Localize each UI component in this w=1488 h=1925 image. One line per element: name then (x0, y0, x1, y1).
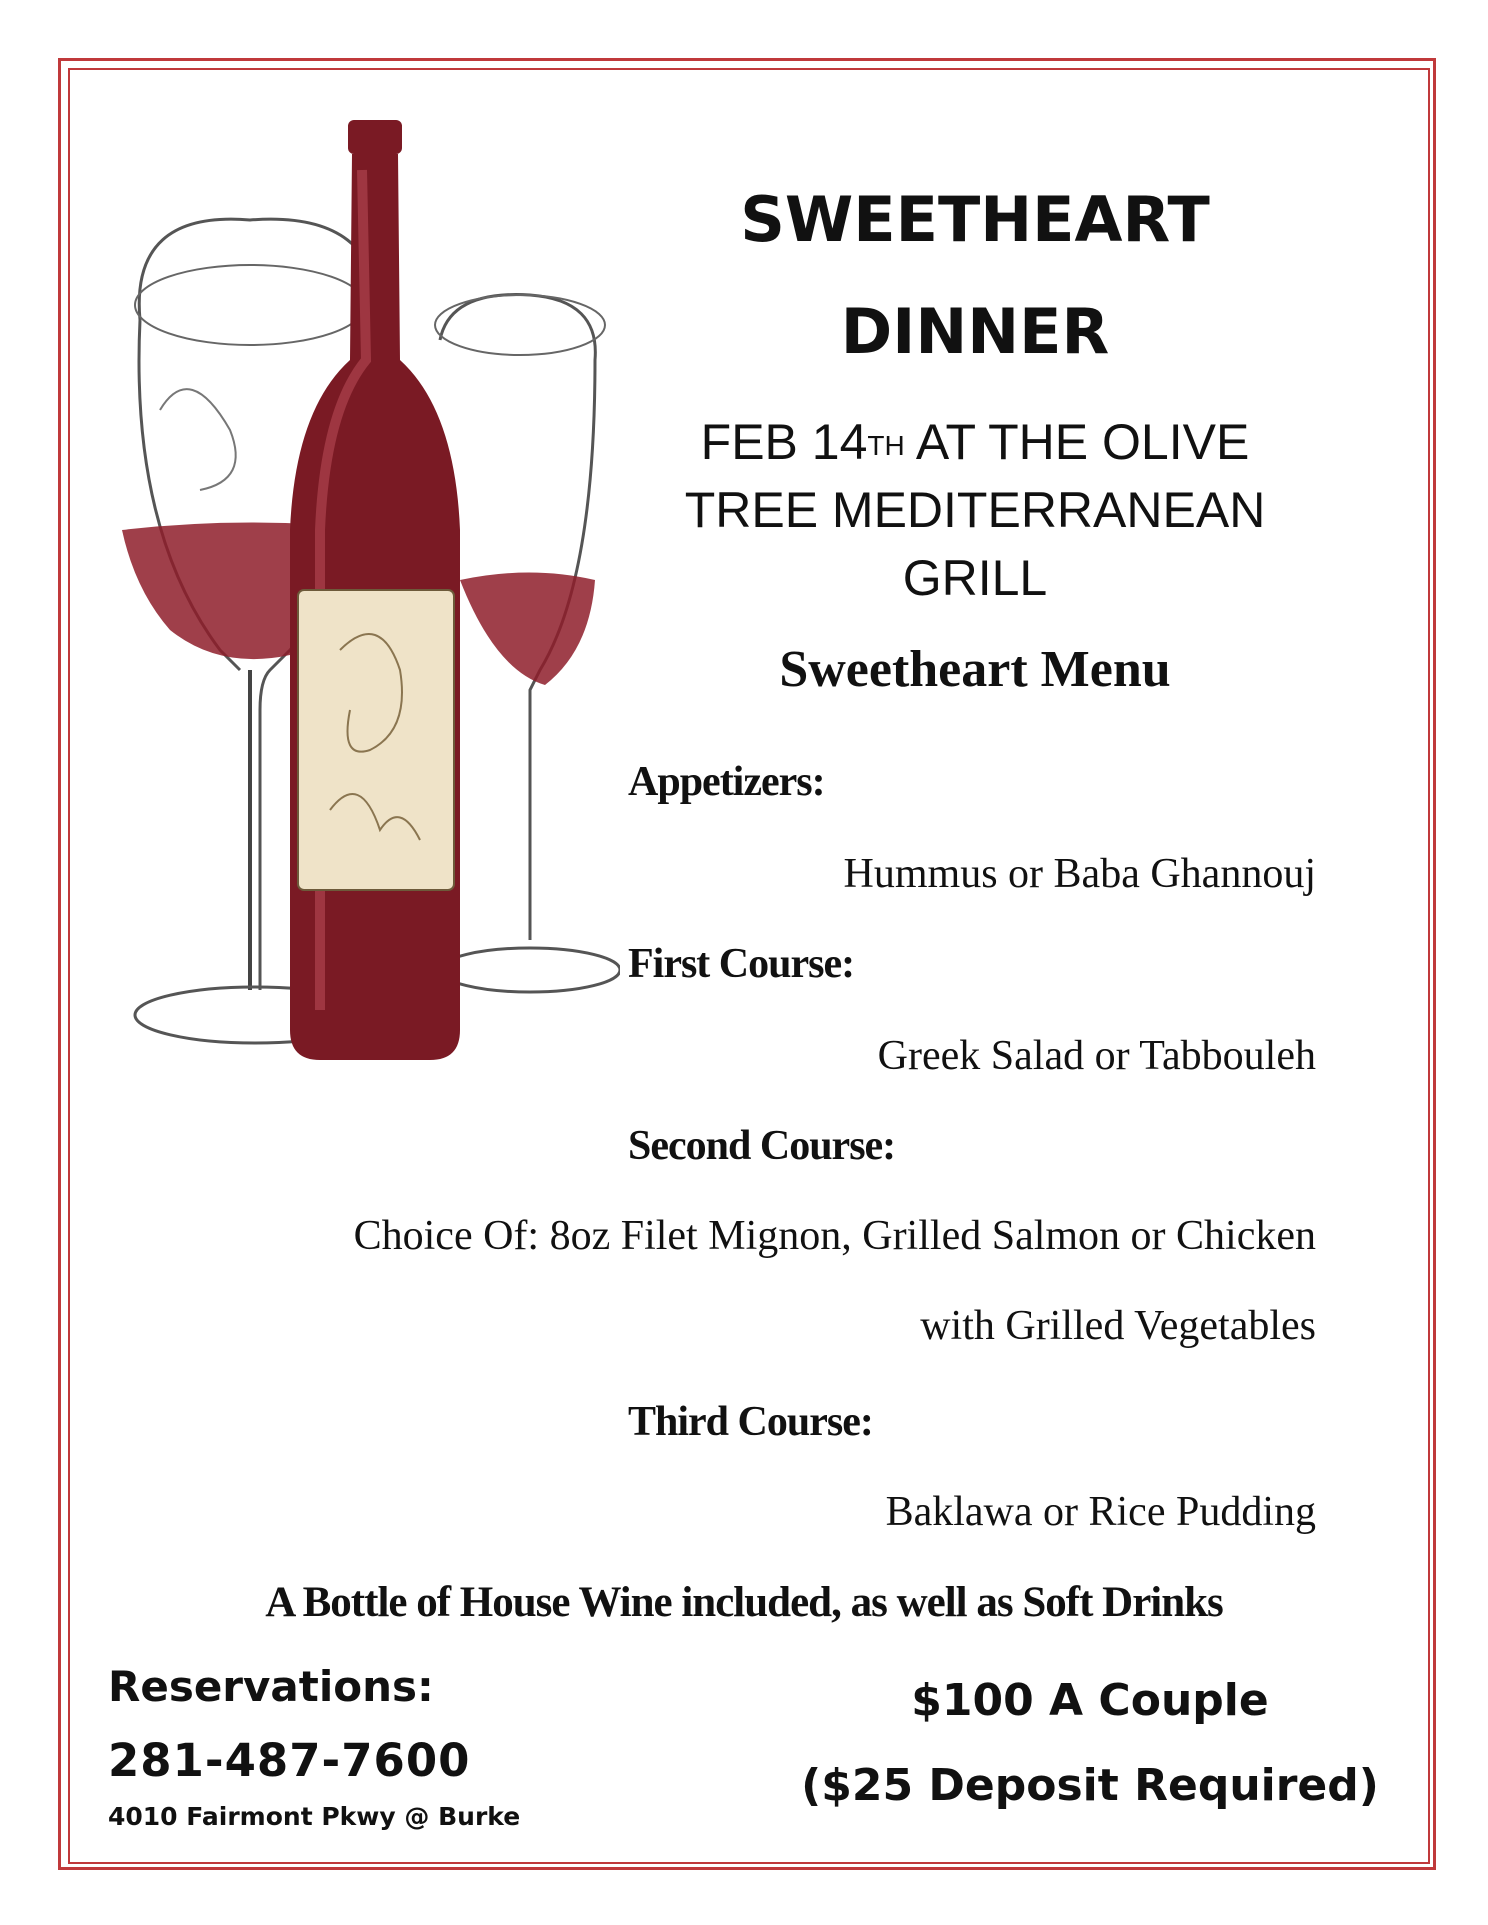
address: 4010 Fairmont Pkwy @ Burke (108, 1802, 521, 1831)
event-title-line2: DINNER (840, 295, 1110, 368)
event-date-suffix: TH (867, 430, 905, 461)
first-course-label: First Course: (628, 941, 855, 987)
second-course-item-line2: with Grilled Vegetables (920, 1303, 1316, 1349)
deposit-note: ($25 Deposit Required) (801, 1760, 1379, 1811)
second-course-item-line1: Choice Of: 8oz Filet Mignon, Grilled Salmon or Chicken (353, 1213, 1316, 1259)
event-title-line1: SWEETHEART (740, 183, 1210, 256)
phone-number: 281-487-7600 (108, 1734, 471, 1787)
third-course-item: Baklawa or Rice Pudding (885, 1489, 1316, 1535)
price: $100 A Couple (911, 1675, 1269, 1726)
reservations-label: Reservations: (108, 1662, 434, 1711)
wine-illustration (100, 110, 620, 1100)
first-course-item: Greek Salad or Tabbouleh (877, 1033, 1316, 1079)
wine-glass-right-icon (435, 295, 620, 992)
appetizers-item: Hummus or Baba Ghannouj (843, 851, 1316, 897)
menu-title: Sweetheart Menu (779, 641, 1171, 698)
third-course-label: Third Course: (628, 1399, 873, 1445)
appetizers-label: Appetizers: (628, 759, 825, 805)
event-date-line (650, 408, 1300, 476)
drinks-note: A Bottle of House Wine included, as well as Soft Drinks (265, 1579, 1223, 1626)
event-date-day: FEB 14 (700, 414, 868, 470)
event-date-rest: AT THE OLIVE (904, 414, 1250, 470)
venue-line3: GRILL (902, 550, 1048, 606)
venue-line2: TREE MEDITERRANEAN (684, 482, 1266, 538)
second-course-label: Second Course: (628, 1123, 896, 1169)
wine-bottle-icon (290, 120, 460, 1060)
